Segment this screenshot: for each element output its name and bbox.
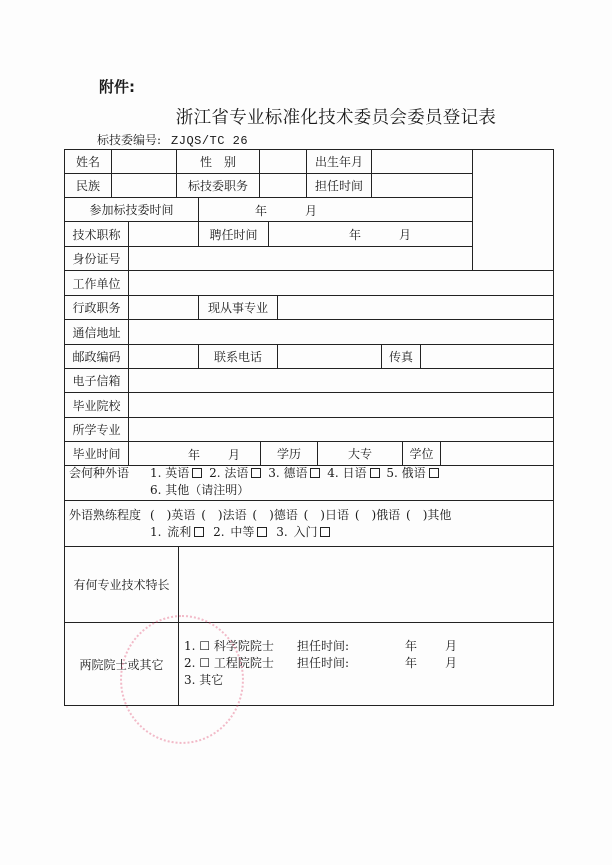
fax-field[interactable] (420, 344, 554, 369)
appoint-month-unit: 月 (399, 228, 412, 242)
academician-other[interactable]: 3. 其它 (184, 673, 224, 687)
lang-french[interactable]: 2. 法语 (209, 466, 264, 480)
academician-label: 两院院士或其它 (64, 622, 179, 706)
checkbox-icon[interactable] (370, 468, 380, 478)
grad-month-unit: 月 (228, 448, 241, 462)
school-label: 毕业院校 (64, 392, 129, 418)
prof-english[interactable]: ( )英语 (150, 508, 196, 522)
attachment-label: 附件: (99, 78, 135, 96)
current-major-field[interactable] (277, 295, 554, 320)
checkbox-icon[interactable] (310, 468, 320, 478)
checkbox-icon[interactable] (251, 468, 261, 478)
school-field[interactable] (128, 392, 554, 418)
degree-field[interactable] (440, 441, 554, 466)
ethnicity-field[interactable] (111, 173, 177, 198)
address-label: 通信地址 (64, 319, 129, 345)
admin-role-field[interactable] (128, 295, 199, 320)
checkbox-icon[interactable] (257, 527, 267, 537)
appoint-year-unit: 年 (349, 228, 362, 242)
languages-options (150, 465, 550, 499)
term-field[interactable] (371, 173, 473, 198)
committee-code-label: 标技委编号: (97, 133, 162, 147)
specialty-field[interactable] (178, 546, 554, 623)
specialty-label: 有何专业技术特长 (64, 546, 179, 623)
id-label: 身份证号 (64, 246, 129, 271)
postcode-label: 邮政编码 (64, 344, 129, 369)
appoint-time-field[interactable] (268, 221, 473, 247)
name-field[interactable] (111, 149, 177, 174)
birth-field[interactable] (371, 149, 473, 174)
term-label: 担任时间 (306, 173, 372, 198)
join-year-unit: 年 (255, 204, 268, 218)
academician-options (184, 638, 544, 689)
committee-code (97, 131, 248, 148)
level-beginner[interactable]: 3. 入门 (276, 525, 333, 539)
prof-russian[interactable]: ( )俄语 (354, 508, 401, 522)
education-field[interactable]: 大专 (317, 441, 403, 466)
proficiency-options (150, 507, 550, 541)
academician-science[interactable]: 1. ☐ 科学院院士 担任时间: 年 月 (184, 639, 458, 653)
committee-code-value: ZJQS/TC 26 (171, 134, 249, 148)
lang-other[interactable]: 6. 其他（请注明） (150, 483, 250, 497)
join-time-field[interactable] (198, 197, 473, 222)
major-label: 所学专业 (64, 417, 129, 442)
email-field[interactable] (128, 368, 554, 393)
lang-german[interactable]: 3. 德语 (268, 466, 323, 480)
employer-label: 工作单位 (64, 270, 129, 296)
join-time-label: 参加标技委时间 (64, 197, 199, 222)
checkbox-icon[interactable] (320, 527, 330, 537)
gender-label: 性 别 (176, 149, 260, 174)
lang-english[interactable]: 1. 英语 (150, 466, 205, 480)
photo-area[interactable] (472, 149, 554, 271)
id-field[interactable] (128, 246, 473, 271)
phone-field[interactable] (277, 344, 382, 369)
join-month-unit: 月 (305, 204, 318, 218)
gender-field[interactable] (259, 149, 307, 174)
major-field[interactable] (128, 417, 554, 442)
employer-field[interactable] (128, 270, 554, 296)
admin-role-label: 行政职务 (64, 295, 129, 320)
page-title: 浙江省专业标准化技术委员会委员登记表 (175, 108, 497, 128)
languages-label: 会何种外语 (69, 466, 130, 480)
prof-german[interactable]: ( )德语 (252, 508, 298, 522)
phone-label: 联系电话 (198, 344, 278, 369)
tech-title-field[interactable] (128, 221, 199, 247)
grad-year-unit: 年 (188, 448, 201, 462)
level-fluent[interactable]: 1. 流利 (150, 525, 207, 539)
proficiency-label: 外语熟练程度 (69, 508, 142, 522)
degree-label: 学位 (402, 441, 441, 466)
birth-label: 出生年月 (306, 149, 372, 174)
fax-label: 传真 (381, 344, 421, 369)
lang-japanese[interactable]: 4. 日语 (327, 466, 382, 480)
name-label: 姓名 (64, 149, 112, 174)
lang-russian[interactable]: 5. 俄语 (386, 466, 441, 480)
checkbox-icon[interactable] (194, 527, 204, 537)
education-label: 学历 (260, 441, 318, 466)
prof-other[interactable]: ( )其他 (406, 508, 452, 522)
appoint-time-label: 聘任时间 (198, 221, 269, 247)
tech-title-label: 技术职称 (64, 221, 129, 247)
address-field[interactable] (128, 319, 554, 345)
prof-french[interactable]: ( )法语 (201, 508, 247, 522)
checkbox-icon[interactable] (192, 468, 202, 478)
checkbox-icon[interactable] (429, 468, 439, 478)
level-medium[interactable]: 2. 中等 (213, 525, 270, 539)
academician-engineering[interactable]: 2. ☐ 工程院院士 担任时间: 年 月 (184, 656, 458, 670)
current-major-label: 现从事专业 (198, 295, 278, 320)
ethnicity-label: 民族 (64, 173, 112, 198)
grad-time-label: 毕业时间 (64, 441, 129, 466)
postcode-field[interactable] (128, 344, 199, 369)
committee-role-field[interactable] (259, 173, 307, 198)
committee-role-label: 标技委职务 (176, 173, 260, 198)
prof-japanese[interactable]: ( )日语 (303, 508, 349, 522)
email-label: 电子信箱 (64, 368, 129, 393)
